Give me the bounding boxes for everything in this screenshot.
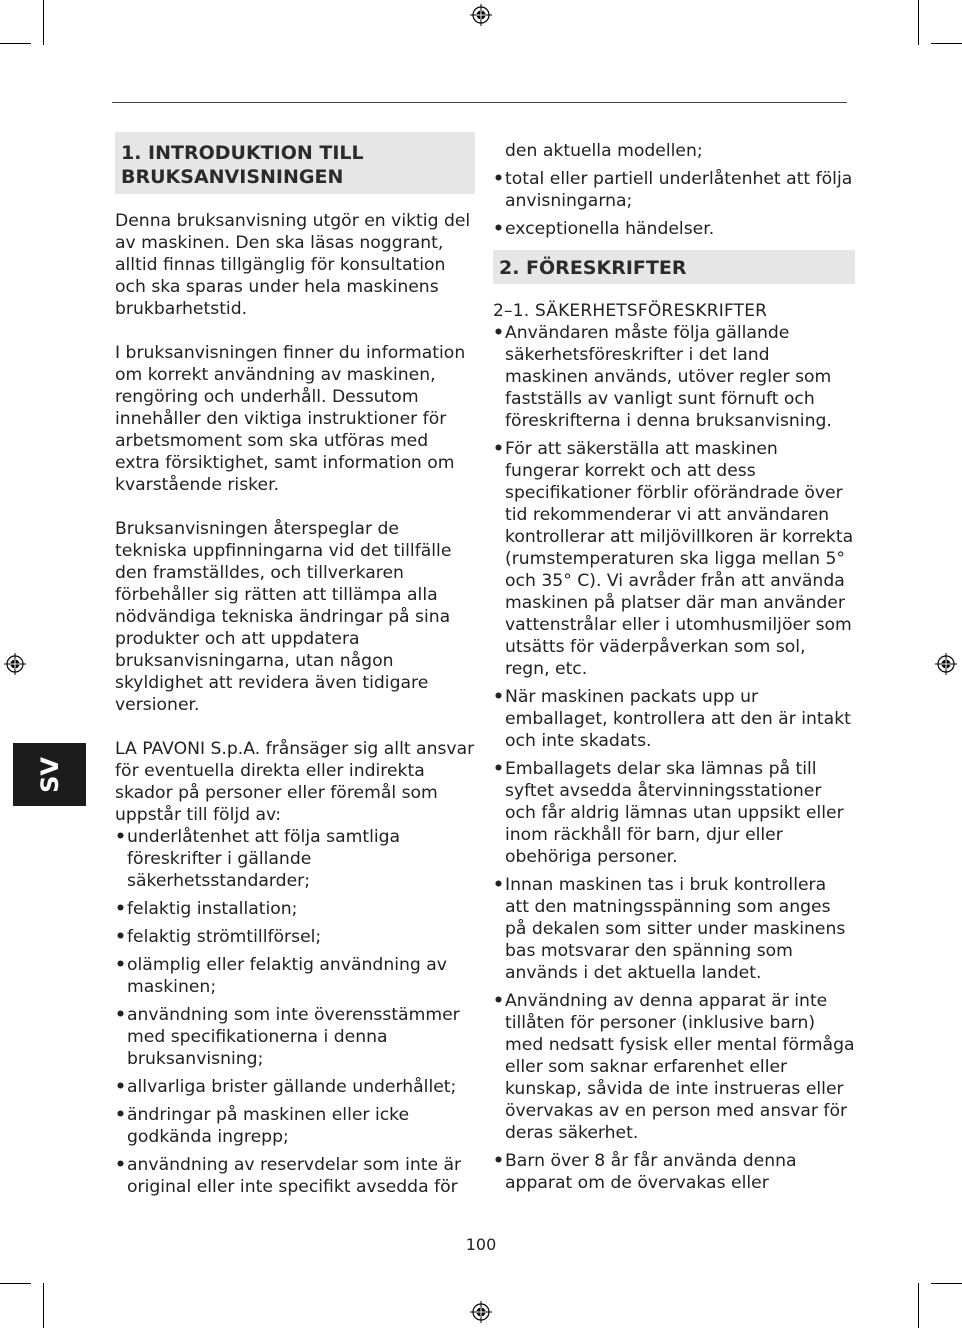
list-item: • Användning av denna apparat är inte tillåten för personer (inklusive barn) med nedsatt fysisk eller mental förmåga eller som saknar erfarenhet eller kunskap, såvida de inte instrueras eller övervakas av en person med ansvar för deras säkerhet. bbox=[493, 991, 855, 1143]
liability-list bbox=[115, 826, 475, 1198]
list-item: • total eller partiell underlåtenhet att följa anvisningarna; bbox=[493, 169, 853, 211]
header-rule bbox=[112, 102, 847, 103]
continuation-text: den aktuella modellen; bbox=[505, 141, 703, 161]
language-tab-label: SV bbox=[35, 756, 64, 793]
page-number: 100 bbox=[465, 1235, 497, 1254]
registration-mark-icon bbox=[470, 1301, 492, 1323]
crop-mark bbox=[931, 43, 962, 44]
crop-mark bbox=[918, 0, 919, 45]
registration-mark-icon bbox=[4, 653, 26, 675]
list-item: • användning som inte överensstämmer med specifikationerna i denna bruksanvisning; bbox=[115, 1005, 460, 1069]
list-item: • olämplig eller felaktig användning av maskinen; bbox=[115, 955, 447, 997]
list-item: • Emballagets delar ska lämnas på till syftet avsedda återvinningsstationer och får aldrig lämnas utan uppsikt eller inom räckhåll för barn, djur eller obehöriga personer. bbox=[493, 759, 844, 867]
section-heading-introduction: 1. INTRODUKTION TILL BRUKSANVISNINGEN bbox=[115, 132, 475, 194]
list-item: • ändringar på maskinen eller icke godkända ingrepp; bbox=[115, 1105, 410, 1147]
subheading-safety: 2–1. SÄKERHETSFÖRESKRIFTER bbox=[493, 301, 768, 321]
list-item: • användning av reservdelar som inte är original eller inte specifikt avsedda för bbox=[115, 1155, 462, 1197]
list-item: • För att säkerställa att maskinen fungerar korrekt och att dess specifikationer förblir oförändrade över tid rekommenderar vi att användaren kontrollerar att miljövillkoren är korrekta (rumstemperaturen ska ligga mellan 5° och 35° C). Vi avråder från att använda maskinen på platser där man använder vattenstrålar eller i utomhusmiljöer som utsätts för väderpåverkan som sol, regn, etc. bbox=[493, 439, 854, 679]
section-heading-regulations: 2. FÖRESKRIFTER bbox=[493, 250, 855, 284]
list-item: • allvarliga brister gällande underhållet; bbox=[115, 1077, 457, 1097]
right-column bbox=[493, 140, 855, 1200]
list-item: • Innan maskinen tas i bruk kontrollera att den matningsspänning som anges på dekalen som sitter under maskinens bas motsvarar den spänning som används i det aktuella landet. bbox=[493, 875, 846, 983]
crop-mark bbox=[43, 0, 44, 45]
crop-mark bbox=[931, 1283, 962, 1284]
list-item: • exceptionella händelser. bbox=[493, 219, 715, 239]
list-item: • Användaren måste följa gällande säkerhetsföreskrifter i det land maskinen används, utöver regler som fastställs av vanligt sunt förnuft och föreskrifterna i denna bruksanvisning. bbox=[493, 323, 832, 431]
intro-paragraph: Bruksanvisningen återspeglar de tekniska uppfinningarna vid det tillfälle den framställdes, och tillverkaren förbehåller sig rätten att tillämpa alla nödvändiga tekniska ändringar på sina produkter och att uppdatera bruksanvisningarna, utan någon skyldighet att revidera även tidigare versioner. bbox=[115, 519, 452, 715]
safety-list bbox=[493, 322, 855, 1194]
left-column bbox=[115, 132, 475, 1204]
liability-list-continued bbox=[493, 168, 855, 240]
crop-mark bbox=[43, 1283, 44, 1328]
list-item: • När maskinen packats upp ur emballaget, kontrollera att den är intakt och inte skadats. bbox=[493, 687, 851, 751]
registration-mark-icon bbox=[470, 4, 492, 26]
language-tab bbox=[13, 743, 86, 806]
intro-paragraph: I bruksanvisningen finner du information om korrekt användning av maskinen, rengöring och underhåll. Dessutom innehåller den viktiga instruktioner för arbetsmoment som ska utföras med extra försiktighet, samt information om kvarstående risker. bbox=[115, 343, 466, 495]
registration-mark-icon bbox=[935, 653, 957, 675]
liability-paragraph: LA PAVONI S.p.A. frånsäger sig allt ansvar för eventuella direkta eller indirekta skador på personer eller föremål som uppstår till följd av: bbox=[115, 739, 475, 825]
list-item: • felaktig strömtillförsel; bbox=[115, 927, 322, 947]
crop-mark bbox=[0, 43, 31, 44]
list-item: • Barn över 8 år får använda denna apparat om de övervakas eller bbox=[493, 1151, 797, 1193]
crop-mark bbox=[0, 1283, 31, 1284]
intro-paragraph: Denna bruksanvisning utgör en viktig del av maskinen. Den ska läsas noggrant, alltid finnas tillgänglig för konsultation och ska sparas under hela maskinens brukbarhetstid. bbox=[115, 211, 471, 319]
crop-mark bbox=[918, 1283, 919, 1328]
list-item: • underlåtenhet att följa samtliga föreskrifter i gällande säkerhetsstandarder; bbox=[115, 827, 401, 891]
list-item: • felaktig installation; bbox=[115, 899, 298, 919]
